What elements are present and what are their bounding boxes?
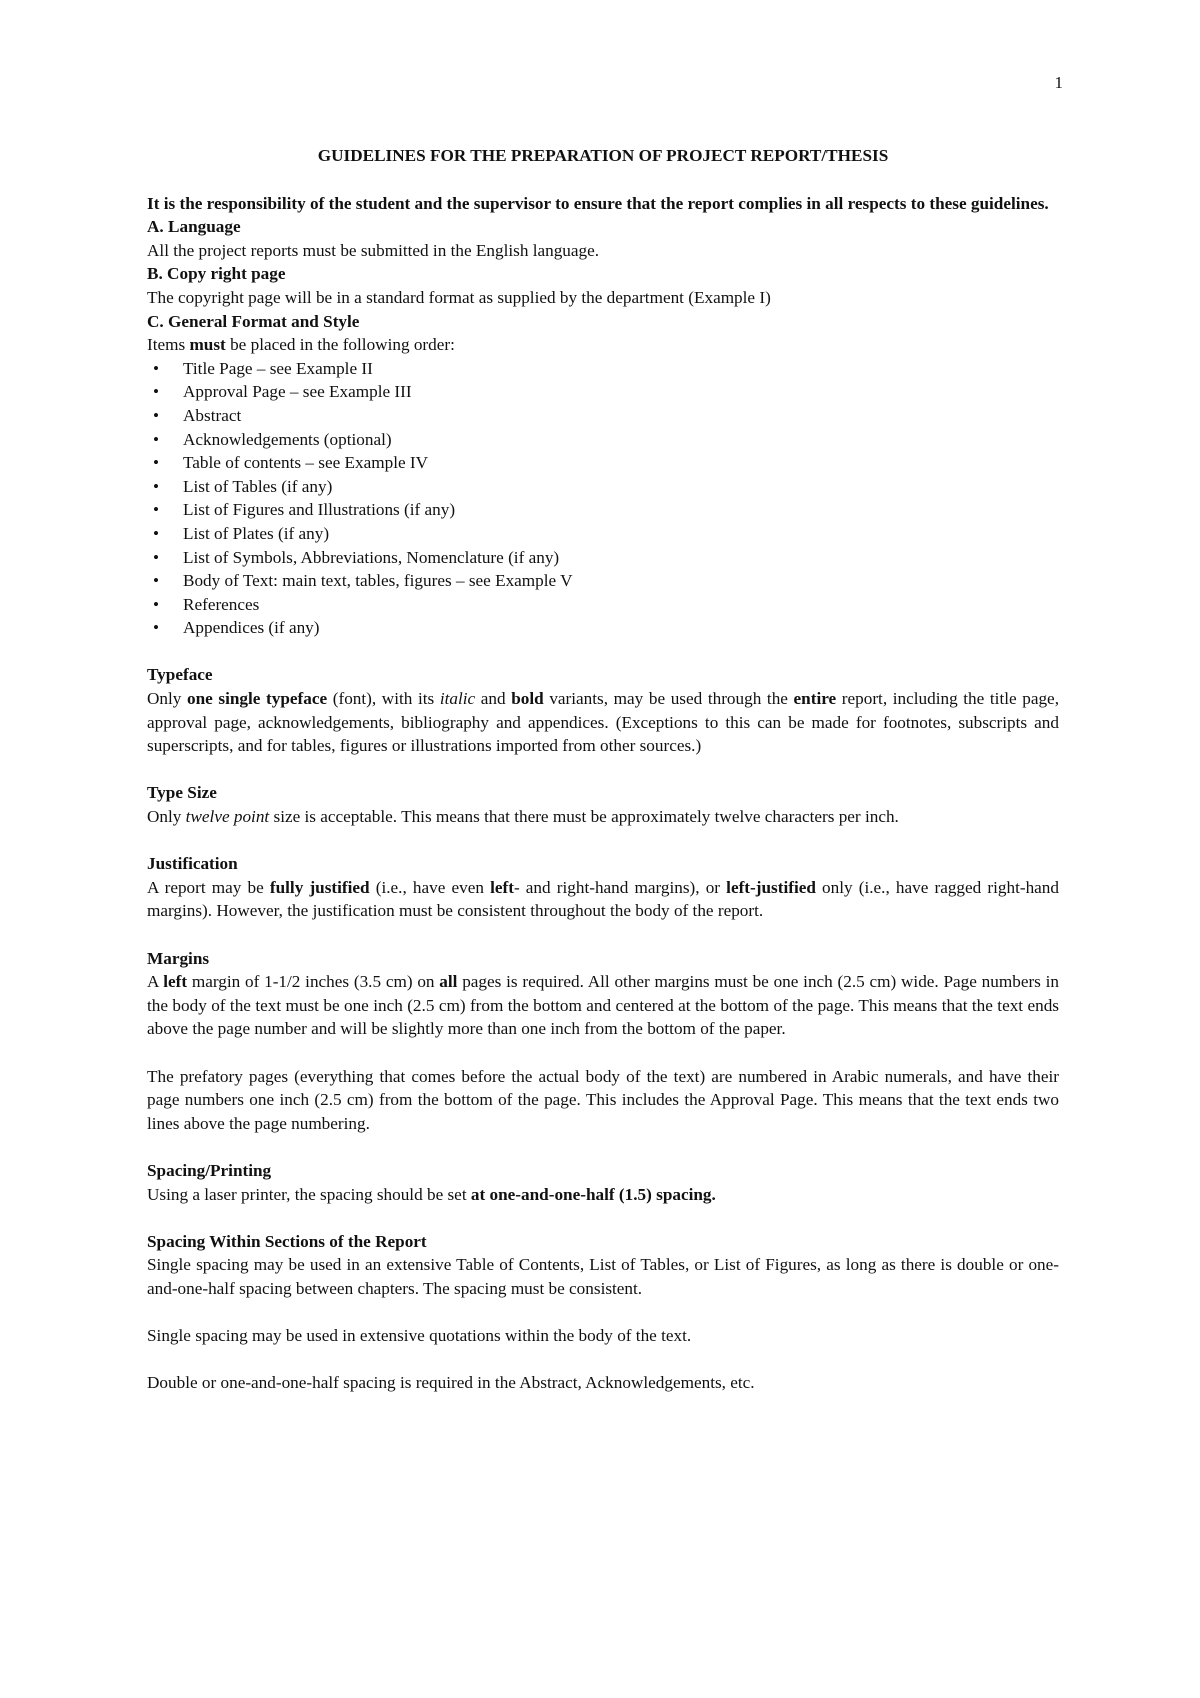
copyright-text: The copyright page will be in a standard format as supplied by the department (Example I) <box>147 287 771 307</box>
document-body <box>147 144 1059 1395</box>
bullet-icon: • <box>153 618 160 638</box>
spacer <box>147 1206 1059 1230</box>
list-item <box>147 593 1059 617</box>
spacer <box>147 829 1059 853</box>
text-run: and <box>475 689 512 709</box>
list-item-text: Abstract <box>183 405 242 425</box>
order-intro-after: be placed in the following order: <box>225 335 455 355</box>
bullet-icon: • <box>153 405 160 425</box>
section-heading-typeface: Typeface <box>147 665 213 685</box>
list-item <box>147 546 1059 570</box>
spacer <box>147 923 1059 947</box>
list-item-text: References <box>183 594 260 614</box>
list-item <box>147 498 1059 522</box>
typeface-text <box>147 687 1059 758</box>
list-item-text: List of Plates (if any) <box>183 523 330 543</box>
list-item <box>147 404 1059 428</box>
margins-text-2: The prefatory pages (everything that comes before the actual body of the text) are numbered in Arabic numerals, and have their page numbers one inch (2.5 cm) from the bottom of the page. This includes the Approval Page. This means that the text ends two lines above the page numbering. <box>147 1066 1059 1133</box>
text-run: A <box>147 972 164 992</box>
text-run: pages is required. All other margins must be one inch (2.5 cm) wide. Page numbers in the body of the text must be one inch (2.5 cm) from the bottom and centered at the bottom of the page. This means that the text ends above the page number and will be slightly more than one inch from the bottom of the paper. <box>147 972 1059 1039</box>
spacing-sections-text-3: Double or one-and-one-half spacing is required in the Abstract, Acknowledgements, etc. <box>147 1373 755 1393</box>
section-heading-justification: Justification <box>147 854 238 874</box>
spacer <box>147 758 1059 782</box>
section-heading-spacing-printing: Spacing/Printing <box>147 1160 272 1180</box>
text-run: variants, may be used through the <box>543 689 794 709</box>
strong-run: at one-and-one-half (1.5) spacing. <box>470 1184 716 1204</box>
order-list <box>147 357 1059 640</box>
list-item <box>147 357 1059 381</box>
text-run: report, including the title page, approval page, acknowledgements, bibliography and appendices. (Exceptions to this can be made for footnotes, subscripts and superscripts, and for tables, figures or illustrations imported from other sources.) <box>147 689 1059 756</box>
italic-run: italic <box>439 689 476 709</box>
text-run: only (i.e., have ragged right-hand margins). However, the justification must be consistent throughout the body of the report. <box>147 877 1059 921</box>
spacing-sections-text-1: Single spacing may be used in an extensive Table of Contents, List of Tables, or List of Figures, as long as there is double or one-and-one-half spacing between chapters. The spacing must be consistent. <box>147 1255 1059 1298</box>
list-item-text: List of Figures and Illustrations (if any) <box>183 500 456 520</box>
language-text: All the project reports must be submitted in the English language. <box>147 240 600 260</box>
strong-run: left <box>163 972 188 992</box>
strong-run: fully justified <box>269 877 370 897</box>
order-intro-strong: must <box>189 335 226 355</box>
spacer <box>147 1348 1059 1372</box>
bullet-icon: • <box>153 476 160 496</box>
section-heading-spacing-sections: Spacing Within Sections of the Report <box>147 1231 427 1251</box>
bullet-icon: • <box>153 382 160 402</box>
spacing-printing-text <box>147 1183 1059 1207</box>
list-item-text: Body of Text: main text, tables, figures – see Example V <box>183 571 573 591</box>
section-heading-copyright: B. Copy right page <box>147 264 286 284</box>
strong-run: bold <box>511 689 544 709</box>
spacer <box>147 1041 1059 1065</box>
section-heading-type-size: Type Size <box>147 783 217 803</box>
bullet-icon: • <box>153 523 160 543</box>
list-item <box>147 475 1059 499</box>
text-run: margin of 1-1/2 inches (3.5 cm) on <box>187 972 440 992</box>
type-size-text <box>147 805 1059 829</box>
strong-run: left-justified <box>726 877 816 897</box>
list-item-text: List of Symbols, Abbreviations, Nomenclature (if any) <box>183 547 560 567</box>
list-item-text: Title Page – see Example II <box>183 358 373 378</box>
spacer <box>147 1135 1059 1159</box>
text-run: A report may be <box>147 877 270 897</box>
section-heading-language: A. Language <box>147 217 241 237</box>
bullet-icon: • <box>153 594 160 614</box>
bullet-icon: • <box>153 547 160 567</box>
text-run: - and right-hand margins), or <box>513 877 727 897</box>
order-intro <box>147 333 1059 357</box>
text-run: Using a laser printer, the spacing should be set <box>147 1184 471 1204</box>
list-item-text: Appendices (if any) <box>183 618 320 638</box>
spacer <box>147 1301 1059 1325</box>
list-item <box>147 569 1059 593</box>
list-item-text: Table of contents – see Example IV <box>183 453 429 473</box>
spacing-sections-text-2: Single spacing may be used in extensive quotations within the body of the text. <box>147 1326 692 1346</box>
bullet-icon: • <box>153 571 160 591</box>
bullet-icon: • <box>153 429 160 449</box>
list-item <box>147 616 1059 640</box>
strong-run: one single typeface <box>187 689 328 709</box>
bullet-icon: • <box>153 453 160 473</box>
page-number: 1 <box>1054 73 1063 92</box>
section-heading-general-format: C. General Format and Style <box>147 311 360 331</box>
list-item <box>147 522 1059 546</box>
intro-statement: It is the responsibility of the student and the supervisor to ensure that the report complies in all respects to these guidelines. <box>147 193 1049 213</box>
strong-run: left <box>490 877 514 897</box>
bullet-icon: • <box>153 500 160 520</box>
list-item-text: List of Tables (if any) <box>183 476 333 496</box>
list-item <box>147 428 1059 452</box>
strong-run: all <box>439 972 458 992</box>
text-run: Only <box>147 807 186 827</box>
list-item-text: Acknowledgements (optional) <box>183 429 392 449</box>
list-item <box>147 451 1059 475</box>
section-heading-margins: Margins <box>147 948 210 968</box>
margins-text-1 <box>147 970 1059 1041</box>
text-run: size is acceptable. This means that there must be approximately twelve characters per inch. <box>269 807 899 827</box>
text-run: (font), with its <box>327 689 440 709</box>
document-title: GUIDELINES FOR THE PREPARATION OF PROJECT REPORT/THESIS <box>317 146 889 165</box>
text-run: Only <box>147 689 187 709</box>
spacer <box>147 640 1059 664</box>
text-run: (i.e., have even <box>369 877 491 897</box>
strong-run: entire <box>793 689 837 709</box>
order-intro-before: Items <box>147 335 190 355</box>
list-item <box>147 380 1059 404</box>
list-item-text: Approval Page – see Example III <box>183 382 412 402</box>
justification-text <box>147 876 1059 923</box>
bullet-icon: • <box>153 358 160 378</box>
italic-run: twelve point <box>185 807 270 827</box>
